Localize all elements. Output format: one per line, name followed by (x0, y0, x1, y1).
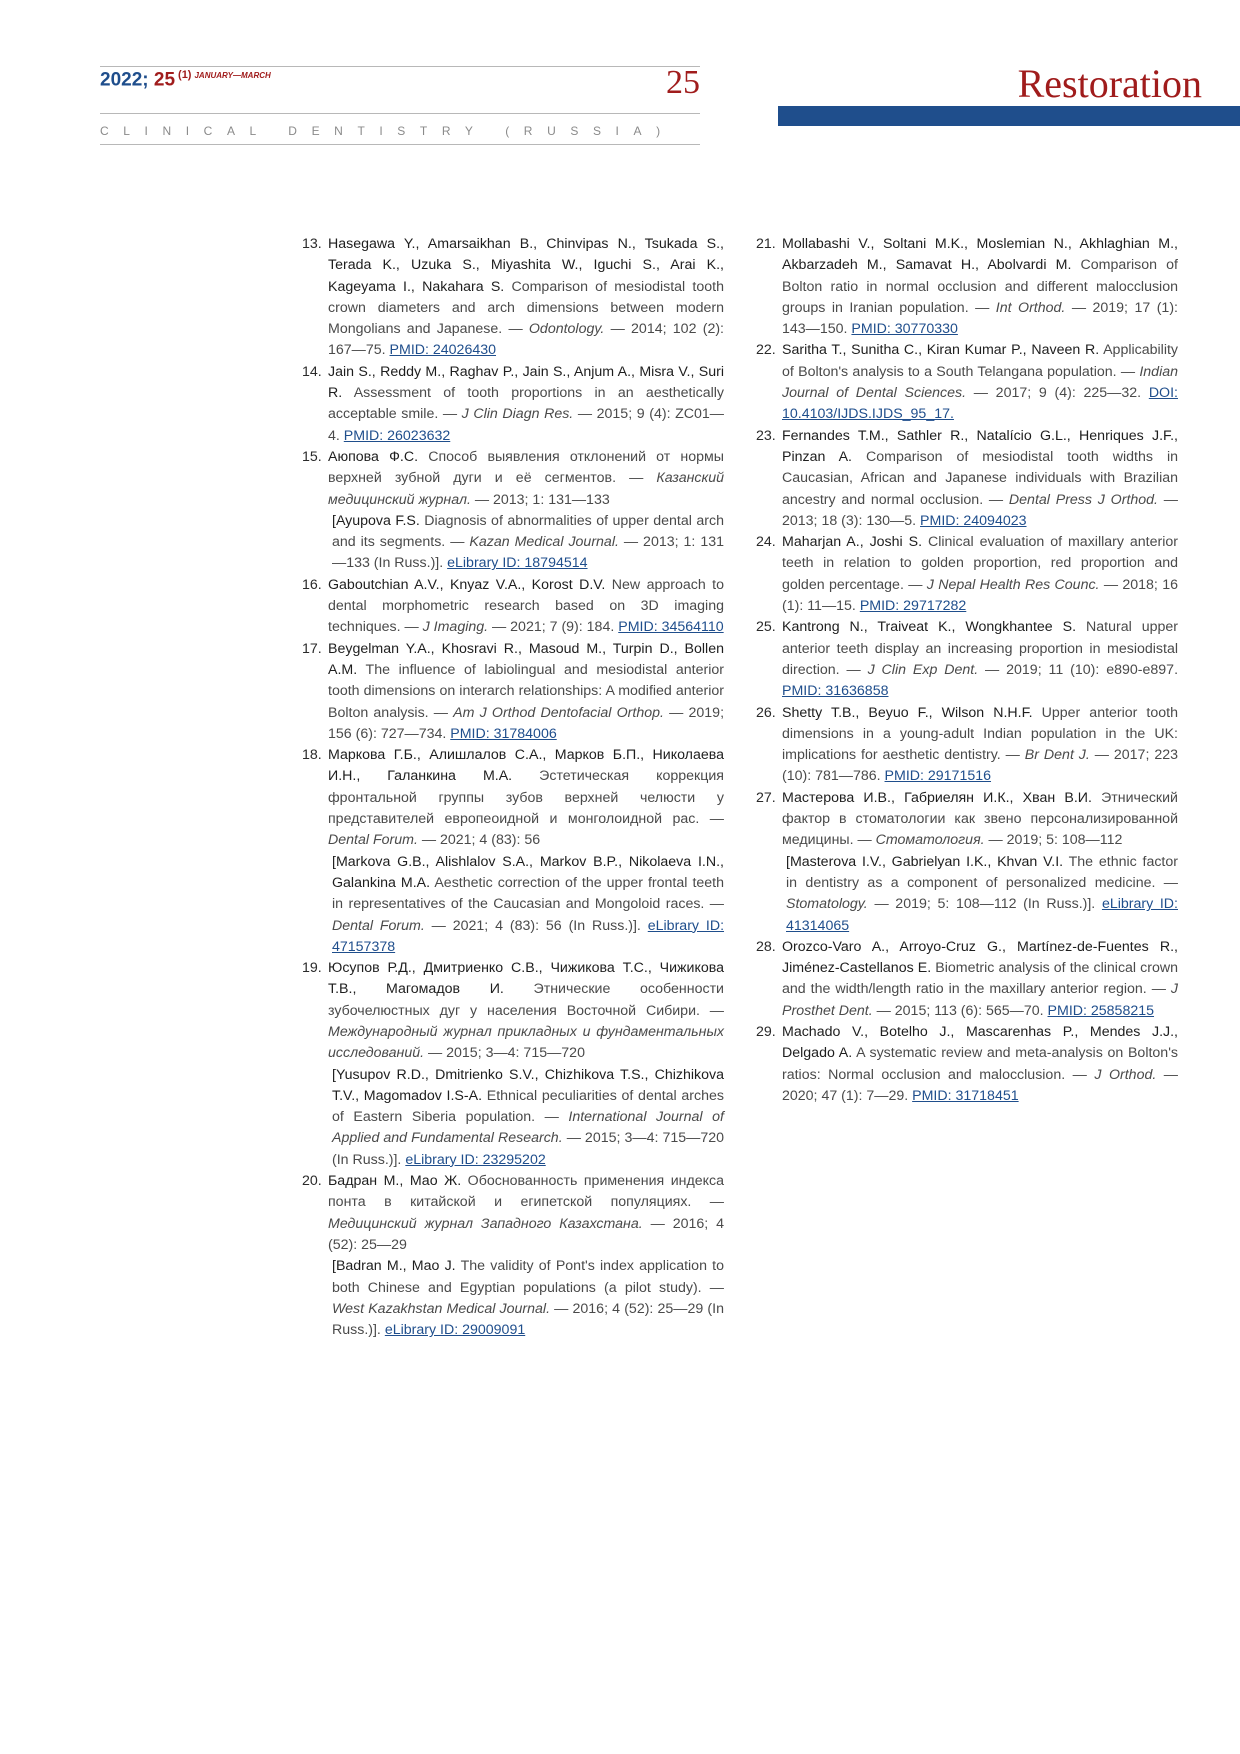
reference-details: — 2019; 156 (6): 727—734. (328, 704, 725, 742)
reference-authors: Machado V., Botelho J., Mascarenhas P., Mendes J.J., Delgado A. (782, 1023, 1178, 1062)
reference-link[interactable]: eLibrary ID: 18794514 (447, 555, 588, 572)
reference-journal: Indian Journal of Dental Sciences. (782, 363, 1178, 402)
section-accent-bar (778, 106, 1240, 126)
reference-journal: Международный журнал прикладных и фундаментальных исследований. (328, 1023, 724, 1062)
reference-authors: Beygelman Y.A., Khosravi R., Masoud M., Turpin D., Bollen A.M. (328, 640, 724, 678)
translation-details: — 2015; 3—4: 715—720 (In Russ.)]. (332, 1130, 724, 1168)
reference-authors: Shetty T.B., Beyuo F., Wilson N.H.F. (782, 704, 1033, 721)
reference-number: 16. (302, 576, 322, 593)
reference-details: — 2014; 102 (2): 167—75. (328, 321, 724, 359)
translation-journal: West Kazakhstan Medical Journal. (332, 1300, 551, 1317)
reference-number: 25. (756, 619, 776, 636)
reference-title: Обоснованность применения индекса понта в китайской и египетской популяциях. — (328, 1173, 724, 1211)
reference-title: Biometric analysis of the clinical crown and the width/length ratio in the maxillary anterior region. — (782, 960, 1178, 998)
reference-item (756, 617, 1178, 702)
translation-authors: [Ayupova F.S. (332, 512, 420, 529)
reference-authors: Saritha T., Sunitha C., Kiran Kumar P., Naveen R. (782, 342, 1100, 359)
reference-details: — 2013; 1: 131—133 (470, 491, 610, 508)
reference-item (756, 426, 1178, 532)
reference-title: Эстетическая коррекция фронтальной группы зубов верхней челюсти у представителей европеоидной и монголоидной рас. — (328, 768, 724, 828)
reference-item (756, 234, 1178, 340)
translation-journal: Dental Forum. (332, 917, 425, 934)
reference-link[interactable]: PMID: 24026430 (389, 342, 497, 359)
reference-link[interactable]: PMID: 24094023 (920, 512, 1027, 529)
reference-authors: Gaboutchian A.V., Knyaz V.A., Korost D.V. (328, 576, 606, 593)
reference-number: 29. (756, 1023, 776, 1040)
reference-title: Natural upper anterior teeth display an increasing proportion in mesiodistal direction. — (782, 619, 1178, 678)
translation-title: Aesthetic correction of the upper frontal teeth in representatives of the Caucasian and Mongoloid races. — (332, 874, 724, 913)
reference-translation (328, 852, 724, 958)
reference-details: — 2021; 7 (9): 184. (488, 619, 619, 636)
reference-journal: J Orthod. (1094, 1066, 1157, 1083)
reference-details: — 2015; 113 (6): 565—70. (872, 1002, 1048, 1019)
translation-title: The validity of Pont's index application to both Chinese and Egyptian populations (a pilot study). — (332, 1258, 724, 1296)
reference-details: — 2021; 4 (83): 56 (417, 832, 541, 849)
reference-authors: Jain S., Reddy M., Raghav P., Jain S., Anjum A., Misra V., Suri R. (328, 363, 724, 402)
header-rule-middle (100, 113, 700, 114)
reference-journal: Dental Press J Orthod. (1008, 491, 1158, 508)
reference-authors: Hasegawa Y., Amarsaikhan B., Chinvipas N., Tsukada S., Terada K., Uzuka S., Miyashita W., Iguchi S., Arai K., Kageyama I., Nakahara S. (328, 236, 724, 295)
translation-details: — 2016; 4 (52): 25—29 (In Russ.)]. (332, 1300, 724, 1339)
header-rule-top (100, 66, 700, 67)
reference-item (756, 937, 1178, 1022)
reference-title: Comparison of Bolton ratio in normal occlusion and different malocclusion groups in Iranian population. — (782, 257, 1178, 316)
reference-link[interactable]: eLibrary ID: 47157378 (332, 917, 725, 955)
reference-journal: J Prosthet Dent. (782, 981, 1178, 1019)
reference-link[interactable]: DOI: 10.4103/IJDS.IJDS_95_17. (782, 385, 1178, 423)
reference-details: — 2020; 47 (1): 7—29. (782, 1066, 1178, 1104)
references-column-left (302, 234, 724, 1341)
reference-title: Applicability of Bolton's analysis to a South Telangana population. — (782, 342, 1179, 380)
reference-translation (328, 1256, 724, 1341)
reference-item (302, 958, 724, 1171)
translation-authors: [Markova G.B., Alishlalov S.A., Markov B.P., Nikolaeva I.N., Galankina M.A. (332, 853, 724, 891)
reference-item (756, 788, 1178, 937)
reference-link[interactable]: PMID: 31718451 (912, 1087, 1019, 1104)
reference-item (302, 362, 724, 447)
reference-link[interactable]: PMID: 34564110 (618, 619, 724, 636)
reference-title: New approach to dental morphometric research based on 3D imaging techniques. — (328, 576, 724, 636)
reference-journal: Казанский медицинский журнал. (328, 470, 724, 508)
reference-translation (782, 852, 1178, 937)
translation-authors: [Masterova I.V., Gabrielyan I.K., Khvan V.I. (786, 853, 1064, 870)
reference-authors: Mollabashi V., Soltani M.K., Moslemian N., Akhlaghian M., Akbarzadeh M., Samavat H., Abolvardi M. (782, 236, 1178, 274)
reference-title: The influence of labiolingual and mesiodistal anterior tooth dimensions on interarch relationships: A modified anterior Bolton analysis. — (328, 661, 724, 721)
reference-authors: Fernandes T.M., Sathler R., Natalício G.L., Henriques J.F., Pinzan A. (782, 427, 1178, 465)
reference-details: — 2016; 4 (52): 25—29 (328, 1215, 724, 1253)
reference-details: — 2017; 9 (4): 225—32. (966, 385, 1149, 402)
reference-authors: Бадран М., Мао Ж. (328, 1173, 462, 1190)
reference-title: Comparison of mesiodistal tooth widths in Caucasian, African and Japanese individuals with Brazilian ancestry and normal occlusion. — (782, 448, 1178, 508)
reference-number: 21. (756, 236, 776, 252)
translation-details: — 2021; 4 (83): 56 (In Russ.)]. (424, 917, 648, 934)
reference-link[interactable]: PMID: 31784006 (450, 725, 557, 742)
reference-link[interactable]: PMID: 25858215 (1047, 1002, 1155, 1019)
reference-number: 17. (302, 640, 322, 657)
reference-link[interactable]: PMID: 30770330 (851, 321, 958, 338)
reference-journal: J Imaging. (422, 619, 489, 636)
reference-item (302, 447, 724, 575)
reference-journal: Dental Forum. (328, 832, 418, 849)
reference-authors: Kantrong N., Traiveat K., Wongkhantee S. (782, 619, 1077, 636)
issue-volume: 25 (153, 69, 176, 91)
reference-item (302, 745, 724, 958)
reference-title: Upper anterior tooth dimensions in a young-adult Indian population in the UK: implications for aesthetic dentistry. — (782, 704, 1178, 764)
issue-number: (1) (178, 69, 192, 81)
issue-year: 2022; (100, 69, 149, 91)
reference-details: — 2019; 11 (10): e890-e897. (978, 661, 1179, 678)
reference-title: Assessment of tooth proportions in an aesthetically acceptable smile. — (328, 385, 724, 423)
reference-journal: J Clin Exp Dent. (867, 661, 979, 678)
reference-item (756, 1022, 1178, 1107)
reference-authors: Мастерова И.В., Габриелян И.К., Хван В.И. (782, 789, 1092, 806)
references-column-right (756, 234, 1178, 1107)
reference-title: Этнические особенности зубочелюстных дуг у населения Восточной Сибири. — (328, 981, 724, 1019)
reference-journal: Br Dent J. (1024, 747, 1090, 764)
reference-journal: Int Orthod. (995, 299, 1066, 316)
reference-number: 19. (302, 960, 322, 977)
reference-authors: Юсупов Р.Д., Дмитриенко С.В., Чижикова Т.С., Чижикова Т.В., Магомадов И. (328, 960, 724, 998)
reference-details: — 2019; 17 (1): 143—150. (782, 299, 1178, 338)
reference-authors: Maharjan A., Joshi S. (782, 534, 923, 551)
reference-title: Clinical evaluation of maxillary anterior teeth in relation to golden proportion, red proportion and golden percentage. — (782, 534, 1178, 593)
section-title: Restoration (1017, 61, 1202, 106)
translation-title: The ethnic factor in dentistry as a component of personalized medicine. — (786, 853, 1178, 891)
translation-details: — 2019; 5: 108—112 (In Russ.)]. (867, 896, 1102, 913)
reference-item (302, 234, 724, 362)
page-number: 25 (666, 64, 700, 101)
reference-authors: Маркова Г.Б., Алишлалов С.А., Марков Б.П., Николаева И.Н., Галанкина М.А. (328, 747, 724, 785)
reference-number: 22. (756, 342, 776, 359)
translation-authors: [Yusupov R.D., Dmitrienko S.V., Chizhikova T.S., Chizhikova T.V., Magomadov I.S-A. (332, 1066, 724, 1104)
reference-title: A systematic review and meta-analysis on Bolton's ratios: Normal occlusion and malocclusion. — (782, 1045, 1179, 1083)
reference-link[interactable]: eLibrary ID: 29009091 (384, 1322, 526, 1339)
reference-number: 18. (302, 747, 322, 764)
reference-details: — 2017; 223 (10): 781—786. (782, 747, 1178, 785)
reference-number: 15. (302, 448, 322, 465)
reference-link[interactable]: PMID: 29171516 (884, 768, 992, 785)
reference-journal: Стоматология. (875, 832, 985, 849)
issue-info (100, 69, 271, 91)
reference-number: 28. (756, 938, 776, 955)
reference-item (302, 639, 724, 745)
reference-item (756, 703, 1178, 788)
translation-title: Diagnosis of abnormalities of upper dental arch and its segments. — (332, 512, 724, 551)
reference-number: 27. (756, 789, 776, 806)
reference-journal: J Clin Diagn Res. (461, 406, 574, 423)
reference-journal: Am J Orthod Dentofacial Orthop. (453, 704, 664, 721)
reference-number: 13. (302, 236, 322, 252)
journal-name: CLINICAL DENTISTRY (RUSSIA) (100, 124, 675, 138)
reference-details: — 2015; 3—4: 715—720 (424, 1045, 585, 1062)
issue-months: JANUARY—MARCH (194, 71, 271, 80)
reference-item (302, 1171, 724, 1341)
reference-title: Способ выявления отклонений от нормы верхней зубной дуги и её сегментов. — (328, 448, 724, 487)
reference-details: — 2018; 16 (1): 11—15. (782, 576, 1178, 615)
reference-details: — 2015; 9 (4): ZC01—4. (328, 406, 724, 444)
reference-authors: Orozco-Varo A., Arroyo-Cruz G., Martínez-de-Fuentes R., Jiménez-Castellanos E. (782, 938, 1178, 977)
translation-journal: International Journal of Applied and Fundamental Research. (332, 1109, 724, 1147)
reference-link[interactable]: PMID: 26023632 (343, 427, 451, 444)
translation-authors: [Badran M., Mao J. (332, 1258, 456, 1275)
reference-item (756, 340, 1178, 425)
translation-journal: Kazan Medical Journal. (469, 534, 619, 551)
reference-translation (328, 1065, 724, 1171)
reference-translation (328, 511, 724, 575)
translation-title: Ethnical peculiarities of dental arches of Eastern Siberia population. — (332, 1087, 724, 1126)
reference-link[interactable]: eLibrary ID: 23295202 (405, 1151, 546, 1168)
reference-details: — 2019; 5: 108—112 (984, 832, 1123, 849)
reference-details: — 2013; 18 (3): 130—5. (782, 491, 1178, 529)
reference-link[interactable]: PMID: 29717282 (859, 598, 967, 615)
header-rule-bottom (100, 144, 700, 145)
reference-journal: J Nepal Health Res Counc. (926, 576, 1100, 593)
reference-number: 20. (302, 1173, 322, 1190)
reference-authors: Аюпова Ф.С. (328, 448, 419, 465)
reference-link[interactable]: PMID: 31636858 (782, 683, 889, 700)
reference-number: 26. (756, 704, 776, 721)
reference-link[interactable]: eLibrary ID: 41314065 (786, 896, 1178, 934)
reference-journal: Odontology. (528, 321, 605, 338)
reference-title: Этнический фактор в стоматологии как звено персонализированной медицины. — (782, 789, 1178, 849)
reference-item (302, 575, 724, 639)
reference-title: Comparison of mesiodistal tooth crown diameters and arch dimensions between modern Mongolians and Japanese. — (328, 278, 724, 338)
reference-number: 23. (756, 427, 776, 444)
translation-journal: Stomatology. (786, 896, 868, 913)
reference-item (756, 532, 1178, 617)
reference-journal: Медицинский журнал Западного Казахстана. (328, 1215, 643, 1232)
reference-number: 14. (302, 363, 322, 380)
reference-number: 24. (756, 534, 776, 551)
translation-details: — 2013; 1: 131—133 (In Russ.)]. (332, 534, 724, 572)
